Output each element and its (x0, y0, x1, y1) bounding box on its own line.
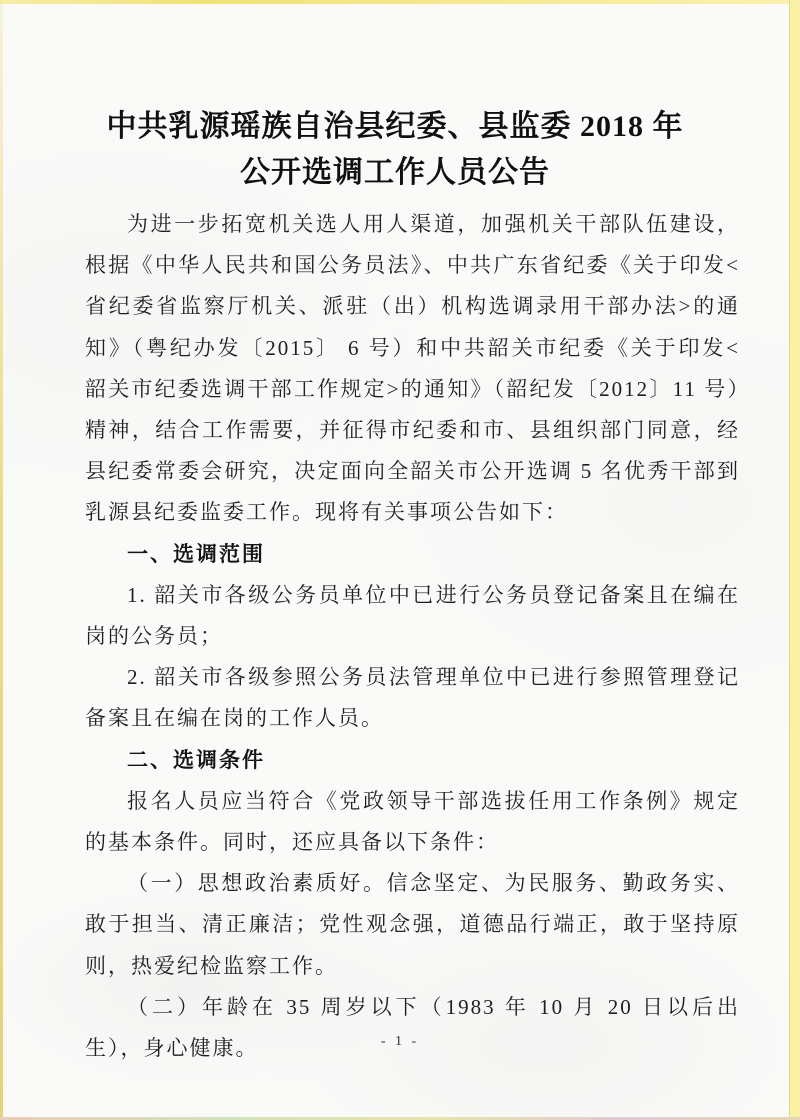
document-title-line-2: 公开选调工作人员公告 (240, 156, 550, 190)
intro-paragraph: 为进一步拓宽机关选人用人渠道，加强机关干部队伍建设，根据《中华人民共和国公务员法》、中共广东省纪委《关于印发<省纪委省监察厅机关、派驻（出）机构选调录用干部办法>的通知》（粤纪办发〔2015〕 6 号）和中共韶关市纪委《关于印发<韶关市纪委选调干部工作规定>的通知》（韶纪发〔2012〕11 号）精神，结合工作需要，并征得市纪委和市、县组织部门同意，经县纪委常委会研究，决定面向全韶关市公开选调 5 名优秀干部到乳源县纪委监委工作。现将有关事项公告如下： (85, 212, 740, 525)
section-heading-scope: 一、选调范围 (127, 541, 265, 566)
document-title (60, 104, 730, 196)
document-body (85, 204, 740, 1069)
section-heading-conditions: 二、选调条件 (127, 747, 265, 772)
scope-item-1: 1. 韶关市各级公务员单位中已进行公务员登记备案且在编在岗的公务员； (85, 582, 740, 649)
conditions-intro-paragraph: 报名人员应当符合《党政领导干部选拔任用工作条例》规定的基本条件。同时，还应具备以下条件： (85, 788, 740, 855)
condition-item-2: （二）年龄在 35 周岁以下（1983 年 10 月 20 日以后出生），身心健康。 (85, 994, 740, 1061)
page-number: - 1 - (380, 1034, 420, 1049)
document-title-line-1: 中共乳源瑶族自治县纪委、县监委 2018 年 (106, 110, 684, 144)
scan-edge-top (0, 0, 800, 4)
scan-edge-left (0, 0, 3, 1120)
condition-item-1: （一）思想政治素质好。信念坚定、为民服务、勤政务实、敢于担当、清正廉洁；党性观念强，道德品行端正，敢于坚持原则，热爱纪检监察工作。 (85, 871, 740, 978)
scan-edge-right (789, 0, 800, 1120)
scope-item-2: 2. 韶关市各级参照公务员法管理单位中已进行参照管理登记备案且在编在岗的工作人员。 (85, 665, 740, 731)
